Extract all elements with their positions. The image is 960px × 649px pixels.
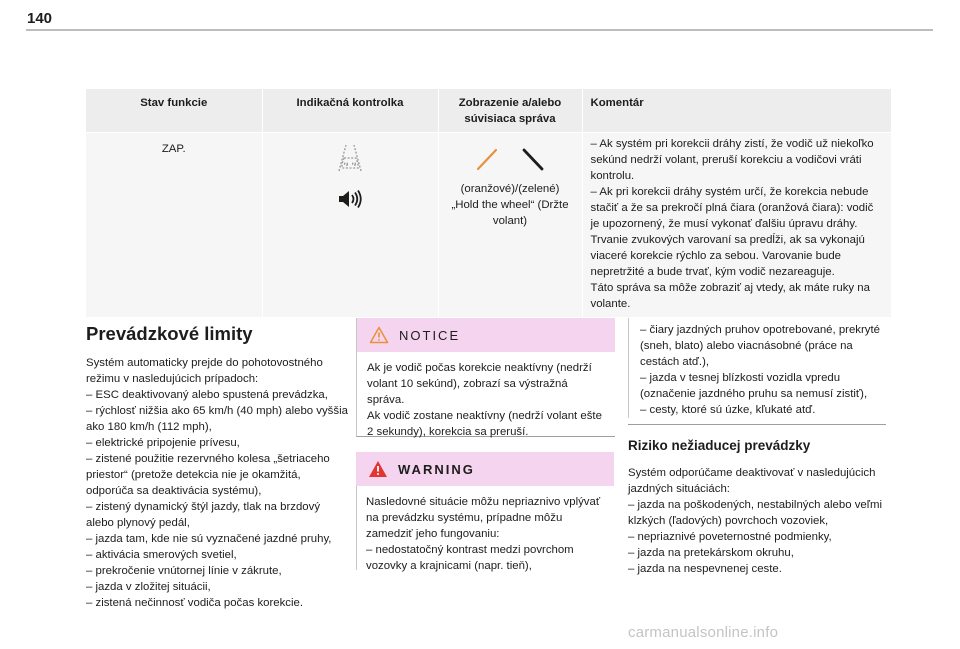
list-item: – ESC deaktivovaný alebo spustená prevádzka,: [86, 389, 328, 401]
warning-outline-icon: [369, 326, 389, 344]
list-item: – jazda v zložitej situácii,: [86, 581, 211, 593]
list-item: – zistené použitie rezervného kolesa „šetriaceho priestor“ (pretože detekcia nie je okamžitá, odporúča sa deaktivácia systému),: [86, 453, 330, 497]
list-item: – nepriaznivé poveternostné podmienky,: [628, 531, 832, 543]
comment-paragraph: – Ak pri korekcii dráhy systém určí, že korekcia nebude stačiť a že sa prekročí plná čiara (oranžová čiara): vodič je upozornený, že musí vykonať ďalšiu úpravu dráhy.: [590, 186, 874, 230]
orange-lane-line-icon: [476, 147, 500, 171]
list-item: – prekročenie vnútornej línie v zákrute,: [86, 565, 282, 577]
warning-box: [356, 452, 614, 580]
warning-text: Nasledovné situácie môžu nepriaznivo vplývať na prevádzku systému, prípadne môžu zamedziť jeho fungovaniu:: [366, 496, 601, 540]
table-header: Stav funkcie: [86, 89, 262, 133]
section-intro: Systém odporúčame deaktivovať v nasledujúcich jazdných situáciách:: [628, 467, 876, 495]
function-table: [86, 89, 892, 317]
list-item: – elektrické pripojenie prívesu,: [86, 437, 240, 449]
warning-filled-icon: [368, 460, 388, 478]
section-title: Prevádzkové limity: [86, 323, 253, 344]
watermark: carmanualsonline.info: [628, 624, 779, 641]
indicator-cell: [262, 133, 438, 318]
page-number: 140: [27, 10, 53, 27]
display-colors-text: (oranžové)/(zelené): [460, 183, 560, 195]
list-item: – jazda na nespevnenej ceste.: [628, 563, 782, 575]
display-message-text: „Hold the wheel“ (Držte volant): [451, 199, 569, 227]
list-item: – cesty, ktoré sú úzke, kľukaté atď.: [640, 404, 816, 416]
list-item: – jazda v tesnej blízkosti vozidla vpredu (označenie jazdného pruhu sa nemusí zistiť),: [640, 372, 868, 400]
section-title: Riziko nežiaducej prevádzky: [628, 438, 811, 453]
warning-text: – nedostatočný kontrast medzi povrchom vozovky a krajnicami (napr. tieň),: [366, 544, 574, 572]
list-item: – jazda na poškodených, nestabilných alebo veľmi klzkých (ľadových) povrchoch vozoviek,: [628, 499, 883, 527]
table-header-row: [86, 89, 891, 133]
section-intro: Systém automaticky prejde do pohotovostného režimu v nasledujúcich prípadoch:: [86, 357, 323, 385]
table-header: Komentár: [582, 89, 891, 133]
list-item: – aktivácia smerových svetiel,: [86, 549, 237, 561]
comment-cell: [582, 133, 891, 318]
notice-text: Ak vodič zostane neaktívny (nedrží volant ešte 2 sekundy), korekcia sa preruší.: [367, 410, 602, 438]
table-header: Zobrazenie a/alebo súvisiaca správa: [438, 89, 582, 133]
continuation-side-line: [628, 318, 629, 418]
list-item: – zistená nečinnosť vodiča počas korekcie.: [86, 597, 304, 609]
continuation-bottom-rule: [628, 424, 886, 425]
notice-header: [357, 318, 615, 352]
warning-header: [356, 452, 614, 486]
notice-text: Ak je vodič počas korekcie neaktívny (nedrží volant 10 sekúnd), zobrazí sa výstražná správa.: [367, 362, 592, 406]
lane-keeping-icon: [333, 143, 367, 173]
warning-label: WARNING: [398, 461, 475, 477]
display-cell: [438, 133, 582, 318]
comment-paragraph: Trvanie zvukových varovaní sa predĺži, ak sa vykonajú viaceré korekcie rýchlo za sebou. Varovanie bude nepretržité a bude trvať, kým vodič nezareaguje.: [590, 234, 865, 278]
list-item: – jazda na pretekárskom okruhu,: [628, 547, 794, 559]
notice-box: [356, 318, 615, 437]
list-item: – zistený dynamický štýl jazdy, tlak na brzdový alebo plynový pedál,: [86, 501, 321, 529]
list-item: – jazda tam, kde nie sú vyznačené jazdné pruhy,: [86, 533, 332, 545]
list-item: – čiary jazdných pruhov opotrebované, prekryté (sneh, blato) alebo viacnásobné (práce na cestách atď.),: [640, 324, 880, 368]
table-row: [86, 133, 891, 318]
table-header: Indikačná kontrolka: [262, 89, 438, 133]
operating-limits-section: [86, 323, 348, 611]
dark-lane-line-icon: [520, 147, 544, 171]
list-item: – rýchlosť nižšia ako 65 km/h (40 mph) alebo vyššia ako 180 km/h (112 mph),: [86, 405, 348, 433]
speaker-sound-icon: [337, 189, 363, 209]
warning-continuation: [640, 322, 882, 418]
unwanted-operation-section: [628, 437, 890, 577]
comment-paragraph: – Ak systém pri korekcii dráhy zistí, že vodič už niekoľko sekúnd nedrží volant, preruší korekciu a vodičovi vráti kontrolu.: [590, 138, 874, 182]
notice-label: NOTICE: [399, 327, 461, 343]
header-rule: [26, 29, 933, 31]
comment-paragraph: Táto správa sa môže zobraziť aj vtedy, ak máte ruky na volante.: [590, 282, 870, 310]
state-cell: ZAP.: [86, 133, 262, 318]
